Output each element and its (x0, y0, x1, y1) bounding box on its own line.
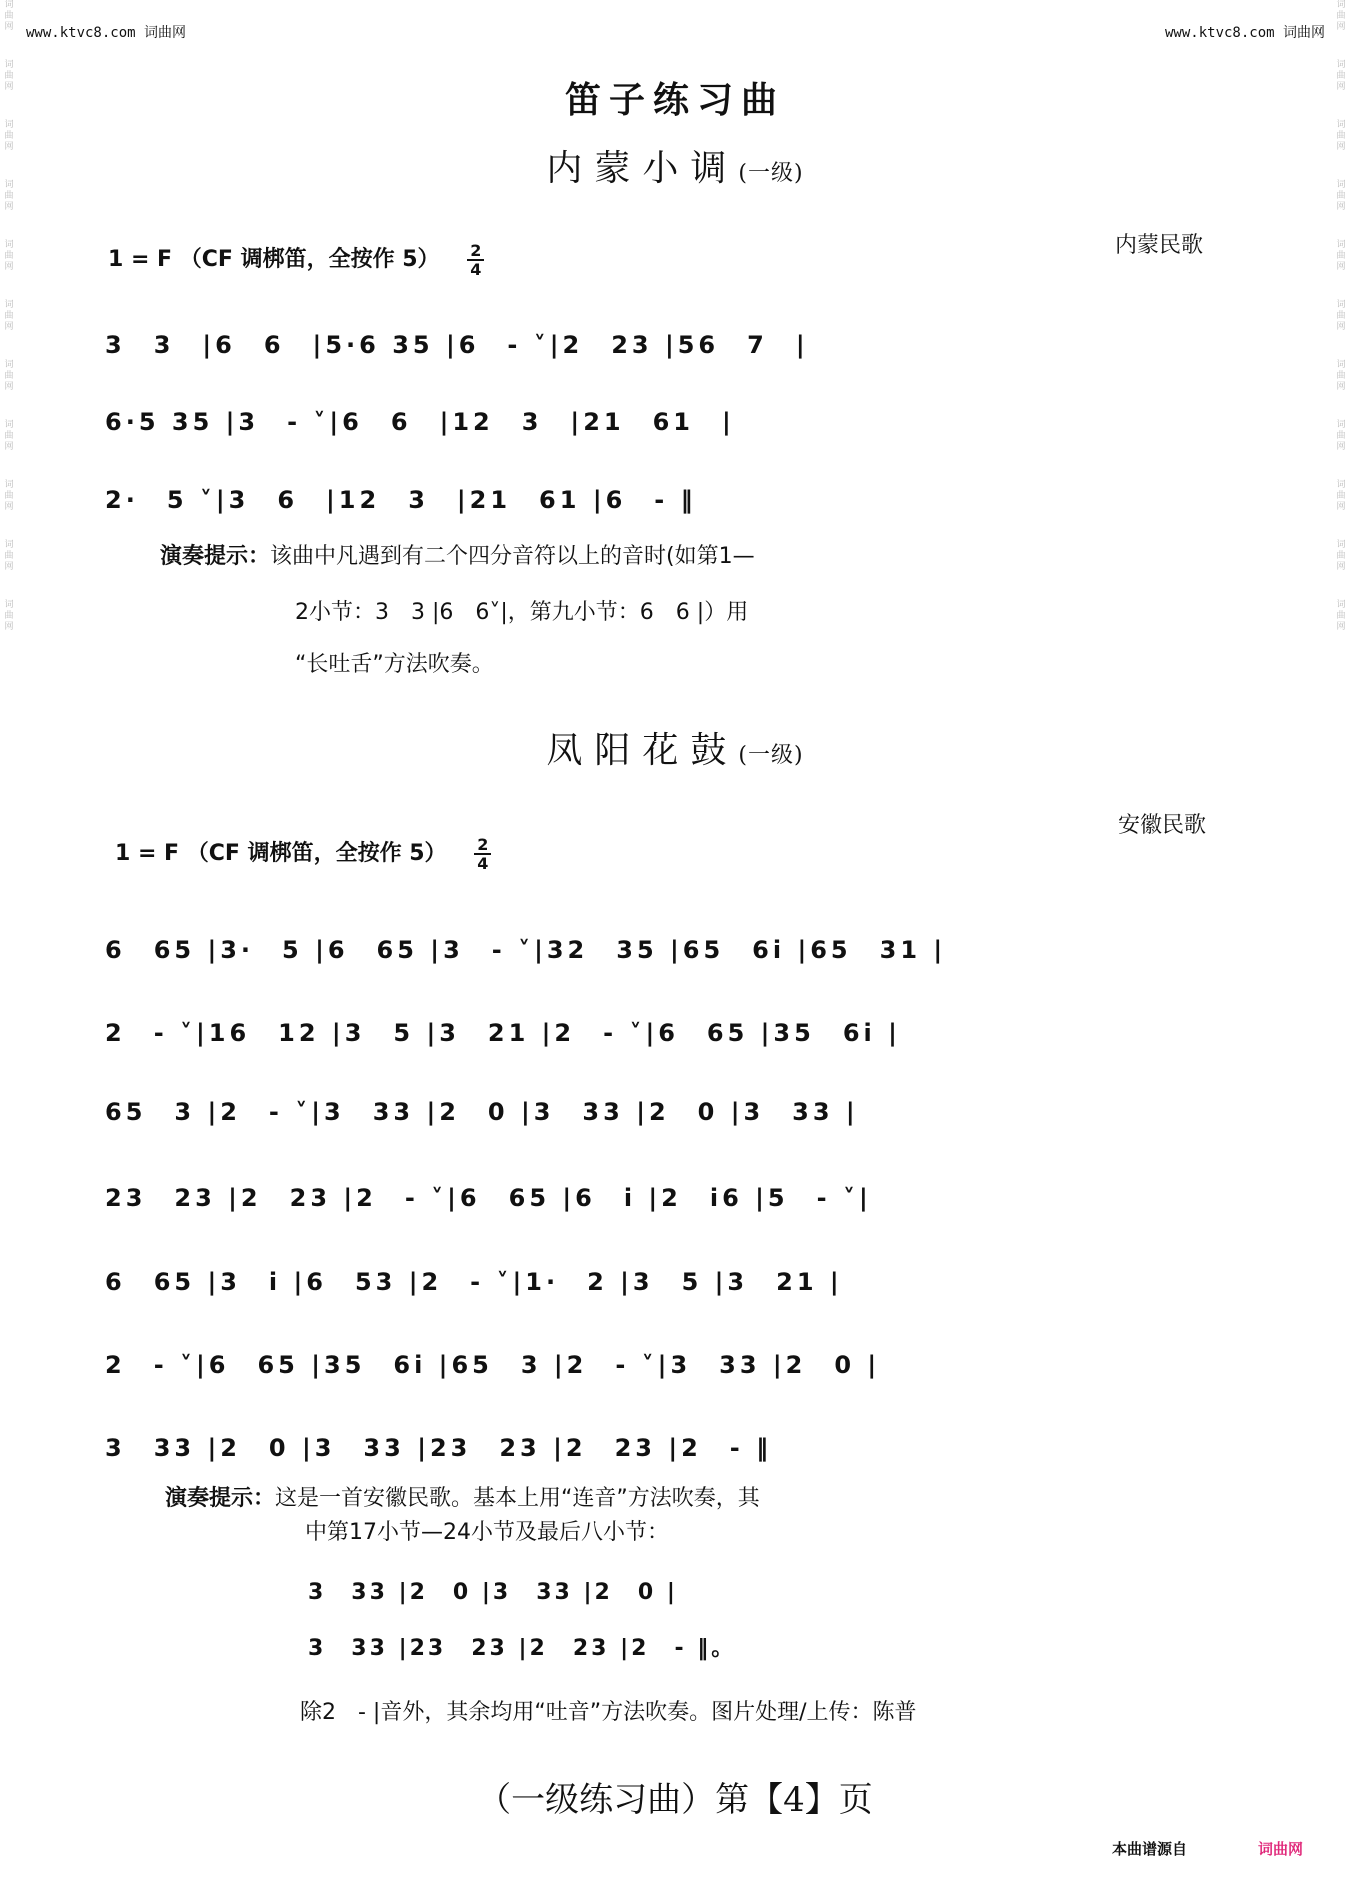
piece2-tip-line-2: 中第17小节—24小节及最后八小节： (305, 1520, 669, 1545)
watermark-mark: 词 曲 网 (1336, 300, 1346, 332)
piece1-key-text: 1 = F （CF 调梆笛，全按作 5） (108, 247, 440, 272)
piece2-score-line-3: 65 3 |2 - ˅|3 33 |2 0 |3 33 |2 0 |3 33 | (105, 1098, 859, 1126)
header-right-url: www.ktvc8.com 词曲网 (1165, 25, 1326, 41)
corner-source-label: 本曲谱源自 (1112, 1840, 1188, 1858)
piece1-score-line-3: 2· 5 ˅|3 6 |12 3 |21 61 |6 - ‖ (105, 486, 697, 514)
watermark-mark: 词 曲 网 (4, 120, 14, 152)
piece2-tip-end: 除2 - |音外，其余均用“吐音”方法吹奏。图片处理/上传：陈普 (300, 1700, 917, 1725)
page-footer: （一级练习曲）第【4】页 (477, 1780, 873, 1820)
piece1-title: 内蒙小调 (546, 148, 739, 189)
watermark-mark: 词 曲 网 (1336, 360, 1346, 392)
watermark-mark: 词 曲 网 (1336, 420, 1346, 452)
watermark-mark: 词 曲 网 (4, 60, 14, 92)
watermark-mark: 词 曲 网 (4, 540, 14, 572)
piece1-composer: 内蒙民歌 (1115, 233, 1204, 258)
watermark-mark: 词 曲 网 (4, 420, 14, 452)
corner-site-name: 词曲网 (1258, 1840, 1304, 1858)
piece2-tip-music-1: 3 33 |2 0 |3 33 |2 0 | (308, 1580, 678, 1605)
piece2-tip-music-2: 3 33 |23 23 |2 23 |2 - ‖。 (308, 1636, 737, 1661)
page-title: 笛子练习曲 (564, 79, 785, 121)
watermark-mark: 词 曲 网 (4, 360, 14, 392)
piece1-time-signature: $\frac{2}{4}$ (467, 242, 484, 278)
piece2-tip-line-1: 这是一首安徽民歌。基本上用“连音”方法吹奏，其 (275, 1486, 760, 1511)
watermark-mark: 词 曲 网 (4, 240, 14, 272)
piece1-tip-line-2: 2小节：3 3 |6 6˅|，第九小节：6 6 |）用 (295, 600, 749, 625)
watermark-mark: 词 曲 网 (1336, 120, 1346, 152)
right-watermark-column (1334, 0, 1348, 1886)
piece1-level: (一级) (738, 161, 804, 186)
piece1-tip-line-3: “长吐舌”方法吹奏。 (295, 652, 494, 677)
watermark-mark: 词 曲 网 (1336, 60, 1346, 92)
piece2-score-line-2: 2 - ˅|16 12 |3 5 |3 21 |2 - ˅|6 65 |35 6i | (105, 1019, 901, 1047)
left-watermark-column (2, 0, 16, 1886)
piece2-score-line-6: 2 - ˅|6 65 |35 6i |65 3 |2 - ˅|3 33 |2 0 | (105, 1351, 881, 1379)
piece2-composer: 安徽民歌 (1118, 813, 1207, 838)
watermark-mark: 词 曲 网 (1336, 540, 1346, 572)
watermark-mark: 词 曲 网 (4, 480, 14, 512)
watermark-mark: 词 曲 网 (4, 600, 14, 632)
watermark-mark: 词 曲 网 (1336, 480, 1346, 512)
piece1-tip-label: 演奏提示： (160, 544, 271, 569)
piece2-title: 凤阳花鼓 (546, 730, 739, 771)
piece1-key-signature (108, 242, 484, 278)
piece2-key-signature (115, 836, 491, 872)
piece1-score-line-1: 3 3 |6 6 |5·6 35 |6 - ˅|2 23 |56 7 | (105, 331, 809, 359)
piece1-heading (0, 140, 1350, 191)
piece2-tip-label: 演奏提示： (165, 1486, 276, 1511)
watermark-mark: 词 曲 网 (1336, 600, 1346, 632)
piece2-time-signature: $\frac{2}{4}$ (474, 836, 491, 872)
piece2-level: (一级) (738, 743, 804, 768)
watermark-mark: 词 曲 网 (4, 0, 14, 32)
watermark-mark: 词 曲 网 (1336, 240, 1346, 272)
piece2-score-line-7: 3 33 |2 0 |3 33 |23 23 |2 23 |2 - ‖ (105, 1434, 773, 1462)
piece2-score-line-1: 6 65 |3· 5 |6 65 |3 - ˅|32 35 |65 6i |65 31 | (105, 936, 947, 964)
piece2-score-line-5: 6 65 |3 i |6 53 |2 - ˅|1· 2 |3 5 |3 21 | (105, 1268, 843, 1296)
piece1-score-line-2: 6·5 35 |3 - ˅|6 6 |12 3 |21 61 | (105, 408, 735, 436)
piece1-tip (160, 540, 1210, 682)
piece2-score-line-4: 23 23 |2 23 |2 - ˅|6 65 |6 i |2 i6 |5 - ˅| (105, 1184, 872, 1212)
header-left-url: www.ktvc8.com 词曲网 (26, 25, 187, 41)
piece1-tip-line-1: 该曲中凡遇到有二个四分音符以上的音时(如第1— (270, 544, 755, 569)
piece2-tip (165, 1482, 1215, 1730)
watermark-mark: 词 曲 网 (4, 300, 14, 332)
watermark-mark: 词 曲 网 (1336, 180, 1346, 212)
watermark-mark: 词 曲 网 (1336, 0, 1346, 32)
piece2-heading (0, 722, 1350, 773)
watermark-mark: 词 曲 网 (4, 180, 14, 212)
piece2-key-text: 1 = F （CF 调梆笛，全按作 5） (115, 841, 447, 866)
